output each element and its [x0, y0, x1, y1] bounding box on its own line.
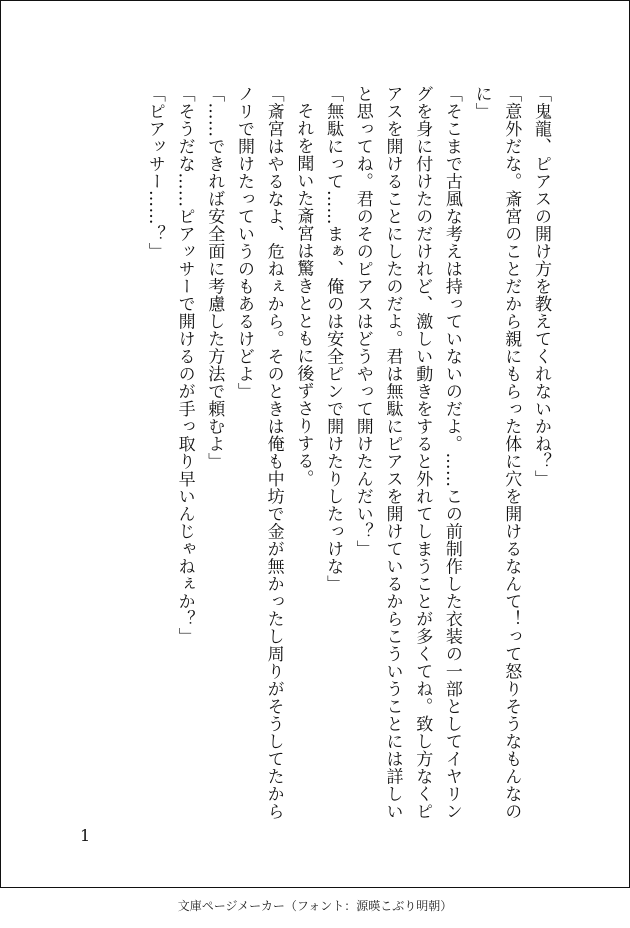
- paragraph: 「……できれば安全面に考慮した方法で頼むよ」: [204, 85, 225, 470]
- vertical-text-body: [79, 85, 555, 825]
- paragraph: 「意外だな。斎宮のことだから親にもらった体に穴を開けるなんて！って怒りそうなもんなのに」: [471, 85, 522, 820]
- paragraph: 「斎宮はやるなよ、危ねぇから。そのときは俺も中坊で金が無かったし周りがそうしてたからノリで開けたっていうのもあるけどよ」: [233, 85, 284, 820]
- page-number: 1: [80, 826, 91, 845]
- paragraph: それを聞いた斎宮は驚きとともに後ずさりする。: [293, 102, 314, 487]
- paragraph: 「無駄にって……まぁ、俺のは安全ピンで開けたりしたっけな」: [323, 85, 344, 593]
- footer-credit: 文庫ページメーカー（フォント：源暎こぶり明朝）: [177, 899, 453, 913]
- paragraph: 「そうだな……ピアッサーで開けるのが手っ取り早いんじゃねぇか？」: [174, 85, 195, 645]
- paragraph: 「鬼龍、ピアスの開け方を教えてくれないかね？」: [531, 85, 551, 488]
- paragraph: 「そこまで古風な考えは持っていないのだよ。……この前制作した衣装の一部としてイヤリングを身に付けたのだけれど、激しい動きをすると外れてしまうことが多くてね。致し方なくピアスを開けることにしたのだよ。君は無駄にピアスを開けているからこういうことには詳しいと思ってね。君のそのピアスはどうやって開けたんだい？」: [352, 85, 462, 820]
- paragraph: 「ピアッサー……？」: [144, 85, 165, 260]
